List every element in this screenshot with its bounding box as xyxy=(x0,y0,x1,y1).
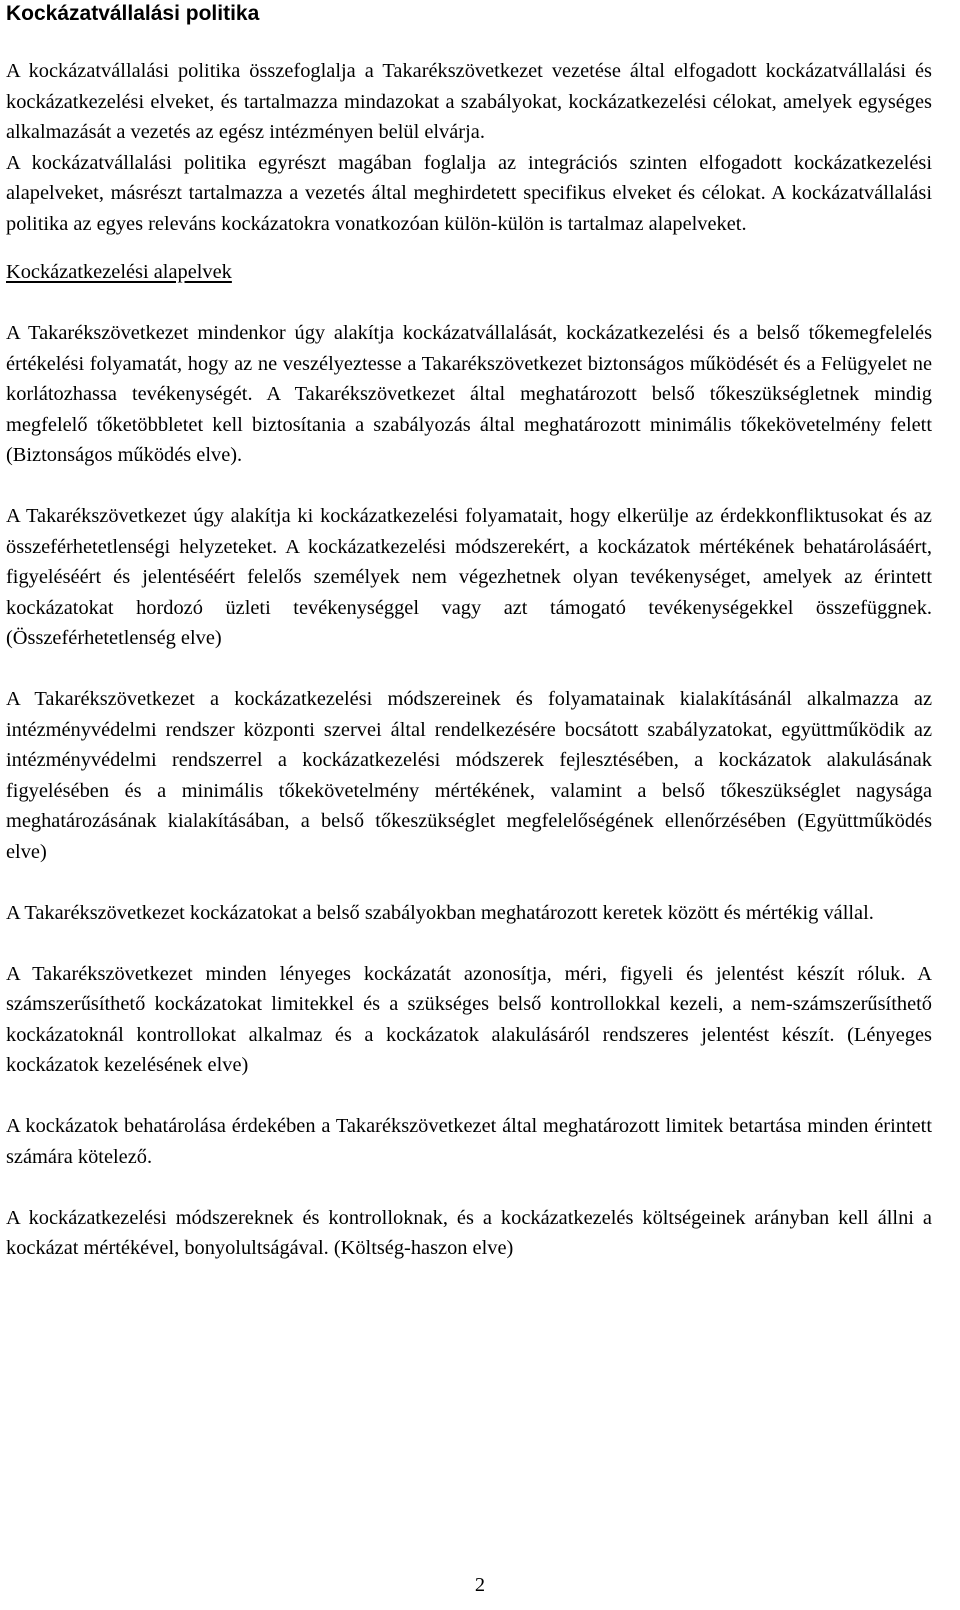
document-title: Kockázatvállalási politika xyxy=(6,2,260,25)
intro-paragraph-2: A kockázatvállalási politika egyrészt magában foglalja az integrációs szinten elfogadott kockázatkezelési alapelveket, másrészt tartalmazza a vezetés által meghirdetett specifikus elveket és célokat. A kockázatvállalási politika az egyes releváns kockázatokra vonatkozóan külön-külön is tartalmaz alapelveket. xyxy=(6,151,932,235)
principle-paragraph-1: A Takarékszövetkezet mindenkor úgy alakítja kockázatvállalását, kockázatkezelési és a belső tőkemegfelelés értékelési folyamatát, hogy az ne veszélyeztesse a Takarékszövetkezet biztonságos működését és a Felügyelet ne korlátozhassa tevékenységét. A Takarékszövetkezet által meghatározott belső tőkeszükségletnek mindig megfelelő tőketöbbletet kell biztosítania a szabályozás által meghatározott minimális tőkekövetelmény felett (Biztonságos működés elve). xyxy=(6,322,932,466)
principle-paragraph-3: A Takarékszövetkezet a kockázatkezelési módszereinek és folyamatainak kialakításánál alkalmazza az intézményvédelmi rendszer központi szervei által rendelkezésére bocsátott szabályzatokat, együttműködik az intézményvédelmi rendszerrel a kockázatkezelési módszerek fejlesztésében, a kockázatok alakulásának figyelésében és a minimális tőkekövetelmény mértékének, valamint a belső tőkeszükséglet nagysága meghatározásának kialakításában, a belső tőkeszükséglet megfelelőségének ellenőrzésében (Együttműködés elve) xyxy=(6,688,932,863)
section-heading: Kockázatkezelési alapelvek xyxy=(6,261,232,283)
document-page xyxy=(6,0,932,1264)
principle-paragraph-4: A Takarékszövetkezet kockázatokat a belső szabályokban meghatározott keretek között és mértékig vállal. xyxy=(6,901,874,924)
principle-paragraph-7: A kockázatkezelési módszereknek és kontrolloknak, és a kockázatkezelés költségeinek arányban kell állni a kockázat mértékével, bonyolultságával. (Költség-haszon elve) xyxy=(6,1206,932,1259)
page-number: 2 xyxy=(474,1574,486,1596)
principle-paragraph-5: A Takarékszövetkezet minden lényeges kockázatát azonosítja, méri, figyeli és jelentést készít róluk. A számszerűsíthető kockázatokat limitekkel és a szükséges belső kontrollokkal kezeli, a nem-számszerűsíthető kockázatoknál kontrollokat alkalmaz és a kockázatok alakulásáról rendszeres jelentést készít. (Lényeges kockázatok kezelésének elve) xyxy=(6,962,932,1076)
intro-paragraph-1: A kockázatvállalási politika összefoglalja a Takarékszövetkezet vezetése által elfogadott kockázatvállalási és kockázatkezelési elveket, és tartalmazza mindazokat a szabályokat, kockázatkezelési célokat, amelyek egységes alkalmazását a vezetés az egész intézményen belül elvárja. xyxy=(6,60,932,143)
principle-paragraph-6: A kockázatok behatárolása érdekében a Takarékszövetkezet által meghatározott limitek betartása minden érintett számára kötelező. xyxy=(6,1115,932,1168)
principle-paragraph-2: A Takarékszövetkezet úgy alakítja ki kockázatkezelési folyamatait, hogy elkerülje az érdekkonfliktusokat és az összeférhetetlenségi helyzeteket. A kockázatkezelési módszerekért, a kockázatok mértékének behatárolásáért, figyeléséért és jelentéséért felelős személyek nem végezhetnek olyan tevékenységet, amelyek az érintett kockázatokat hordozó üzleti tevékenységgel vagy azt támogató tevékenységekkel összefüggnek. (Összeférhetetlenség elve) xyxy=(6,505,932,649)
